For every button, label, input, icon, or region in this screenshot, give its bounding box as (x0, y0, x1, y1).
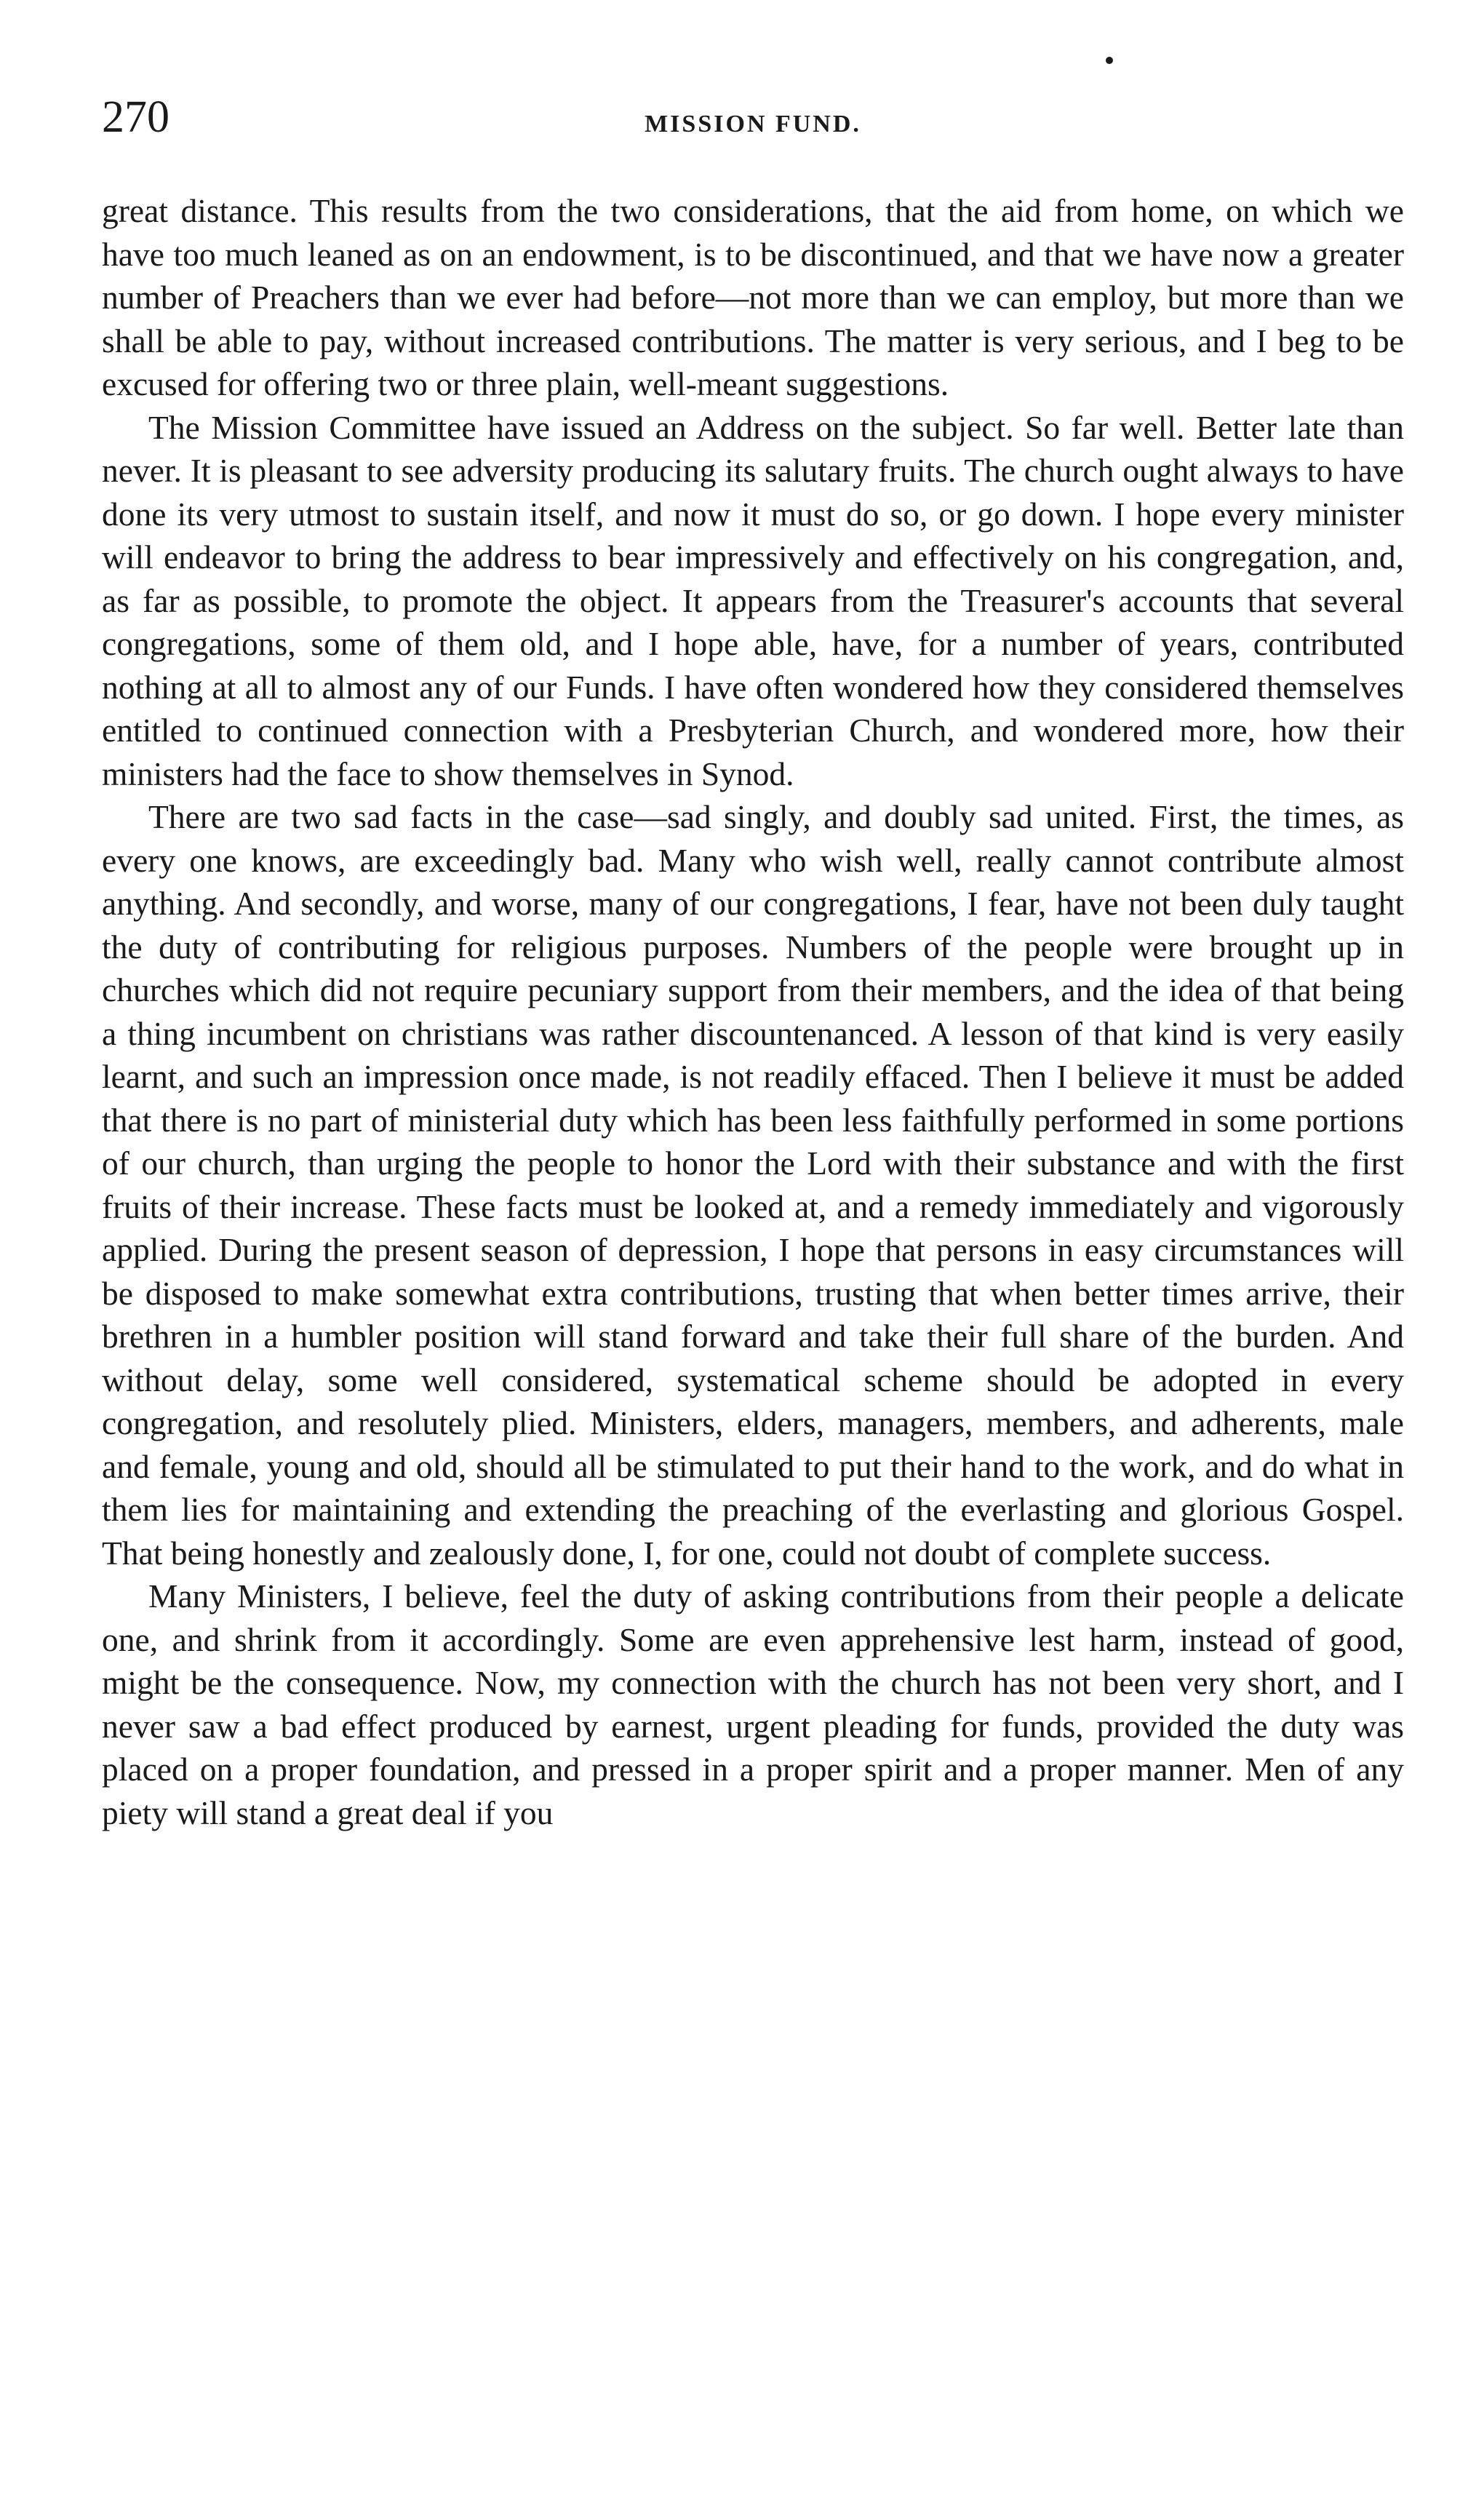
page-header (102, 92, 1404, 175)
paragraph-3: There are two sad facts in the case—sad singly, and doubly sad united. First, the times, as every one knows, are exceedingly bad. Many who wish well, really cannot contribute almost anything. And secondly, and worse, many of our congregations, I fear, have not been duly taught the duty of contributing for religious purposes. Numbers of the people were brought up in churches which did not require pecuniary support from their members, and the idea of that being a thing incumbent on christians was rather discountenanced. A lesson of that kind is very easily learnt, and such an impression once made, is not readily effaced. Then I believe it must be added that there is no part of ministerial duty which has been less faithfully performed in some portions of our church, than urging the people to honor the Lord with their substance and with the first fruits of their increase. These facts must be looked at, and a remedy immediately and vigorously applied. During the present season of depression, I hope that persons in easy circumstances will be disposed to make somewhat extra contributions, trusting that when better times arrive, their brethren in a humbler position will stand forward and take their full share of the burden. And without delay, some well considered, systematical scheme should be adopted in every congregation, and resolutely plied. Ministers, elders, managers, members, and adherents, male and female, young and old, should all be stimulated to put their hand to the work, and do what in them lies for maintaining and extending the preaching of the everlasting and glorious Gospel. That being honestly and zealously done, I, for one, could not doubt of complete success. (102, 798, 1404, 1572)
paragraph-2: The Mission Committee have issued an Address on the subject. So far well. Better late than never. It is pleasant to see adversity producing its salutary fruits. The church ought always to have done its very utmost to sustain itself, and now it must do so, or go down. I hope every minister will endeavor to bring the address to bear impressively and effectively on his congregation, and, as far as possible, to promote the object. It appears from the Treasurer's accounts that several congregations, some of them old, and I hope able, have, for a number of years, contributed nothing at all to almost any of our Funds. I have often wondered how they considered themselves entitled to continued connection with a Presbyterian Church, and wondered more, how their ministers had the face to show themselves in Synod. (102, 408, 1404, 792)
book-page (102, 92, 1404, 1834)
running-title: MISSION FUND. (645, 111, 861, 138)
paragraph-1: great distance. This results from the two considerations, that the aid from home, on which we have too much leaned as on an endowment, is to be discontinued, and that we have now a greater number of Preachers than we ever had before—not more than we can employ, but more than we shall be able to pay, without increased contributions. The matter is very serious, and I beg to be excused for offering two or three plain, well-meant suggestions. (102, 192, 1404, 402)
page-number: 270 (102, 92, 169, 142)
page-body (102, 189, 1404, 1834)
printer-mark-dot (1106, 57, 1113, 64)
paragraph-4: Many Ministers, I believe, feel the duty of asking contributions from their people a delicate one, and shrink from it accordingly. Some are even apprehensive lest harm, instead of good, might be the consequence. Now, my connection with the church has not been very short, and I never saw a bad effect produced by earnest, urgent pleading for funds, provided the duty was placed on a proper foundation, and pressed in a proper spirit and a proper manner. Men of any piety will stand a great deal if you (102, 1577, 1404, 1831)
